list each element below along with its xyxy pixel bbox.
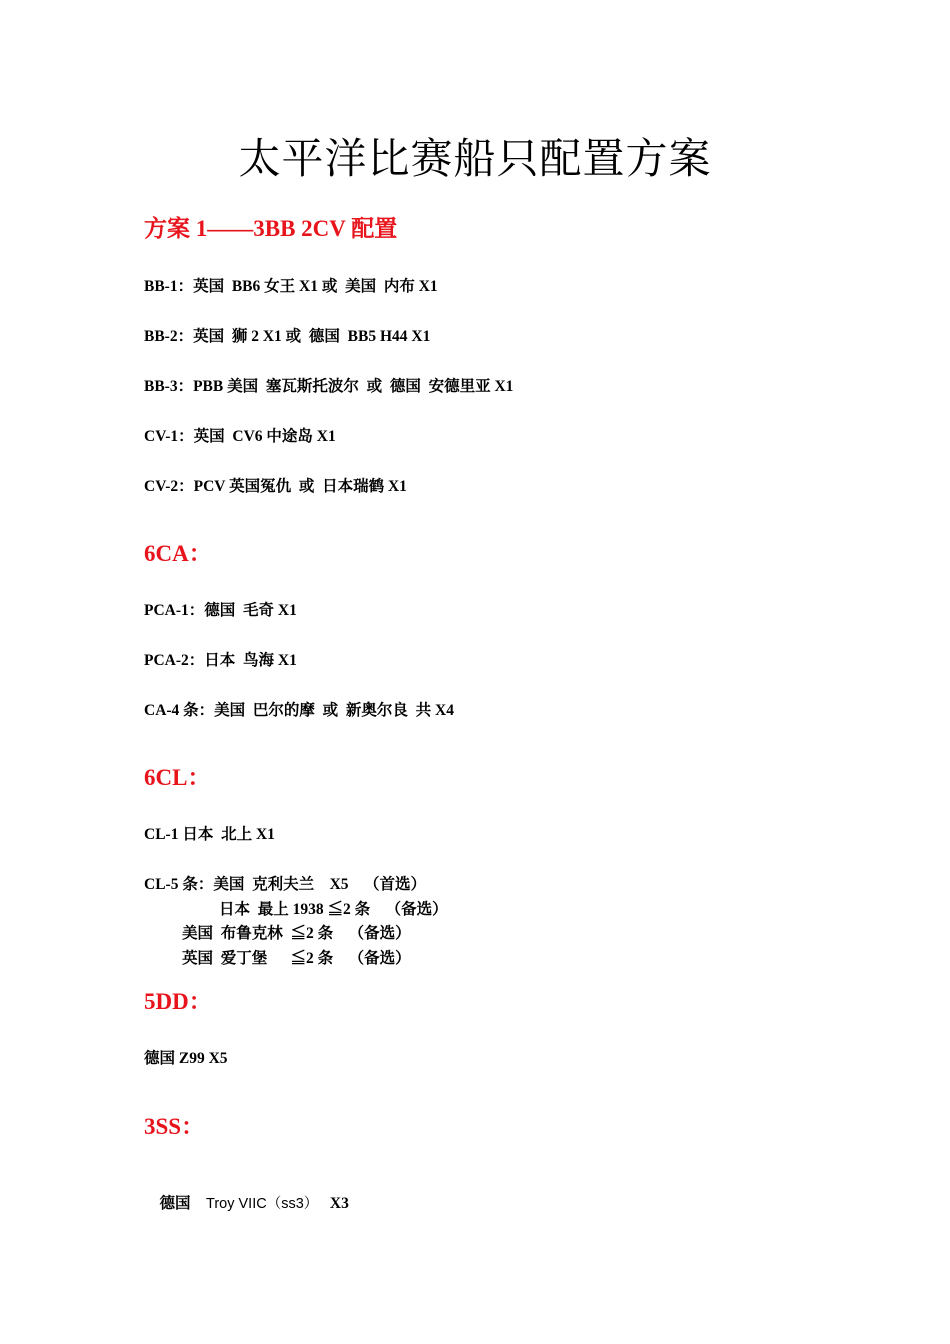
ss-line — [144, 1174, 349, 1234]
section-heading-6cl: 6CL： — [144, 765, 211, 790]
cv1-line: CV-1：英国 CV6 中途岛 X1 — [144, 428, 336, 445]
ca4-line: CA-4 条：美国 巴尔的摩 或 新奥尔良 共 X4 — [144, 702, 454, 719]
cl5-alt-mogami-line: 日本 最上 1938 ≦2 条 （备选） — [219, 901, 448, 918]
ss-line-model: Troy VIIC（ss3） — [206, 1196, 319, 1212]
bb1-line: BB-1：英国 BB6 女王 X1 或 美国 内布 X1 — [144, 278, 438, 295]
dd-line: 德国 Z99 X5 — [144, 1050, 228, 1067]
section-heading-plan1: 方案 1——3BB 2CV 配置 — [144, 216, 398, 241]
bb2-line: BB-2：英国 狮 2 X1 或 德国 BB5 H44 X1 — [144, 328, 431, 345]
cl5-alt-brooklyn-line: 美国 布鲁克林 ≦2 条 （备选） — [182, 925, 411, 942]
pca2-line: PCA-2：日本 鸟海 X1 — [144, 652, 297, 669]
cl1-line: CL-1 日本 北上 X1 — [144, 826, 275, 843]
section-heading-5dd: 5DD： — [144, 989, 212, 1014]
bb3-line: BB-3：PBB 美国 塞瓦斯托波尔 或 德国 安德里亚 X1 — [144, 378, 514, 395]
ss-line-prefix: 德国 — [159, 1195, 191, 1212]
pca1-line: PCA-1：德国 毛奇 X1 — [144, 602, 297, 619]
cl5-alt-edinburgh-line: 英国 爱丁堡 ≦2 条 （备选） — [182, 950, 411, 967]
section-heading-6ca: 6CA： — [144, 541, 212, 566]
cl5-line: CL-5 条：美国 克利夫兰 X5 （首选） — [144, 876, 427, 893]
section-heading-3ss: 3SS： — [144, 1114, 205, 1139]
ss-line-count: X3 — [329, 1195, 349, 1212]
cv2-line: CV-2：PCV 英国冤仇 或 日本瑞鹤 X1 — [144, 478, 407, 495]
document-title: 太平洋比赛船只配置方案 — [238, 134, 712, 183]
